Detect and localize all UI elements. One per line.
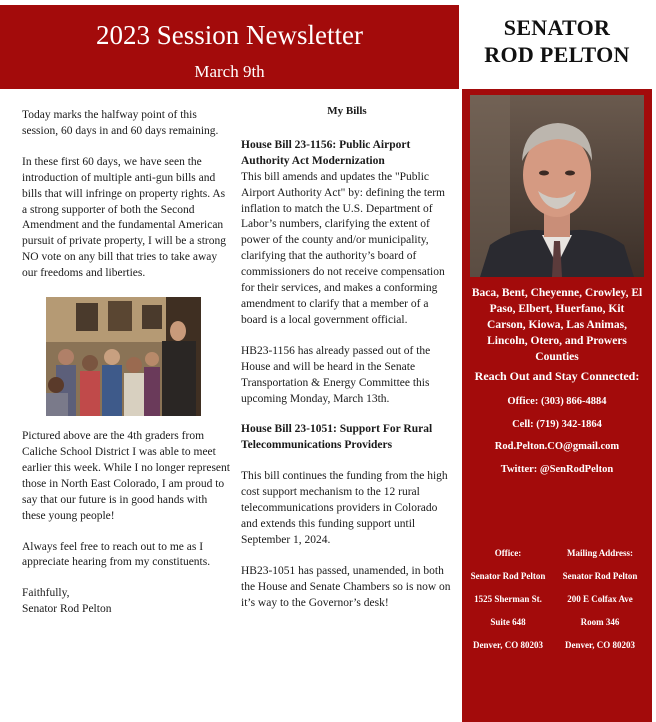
cell-phone: Cell: (719) 342-1864 <box>512 418 602 430</box>
closing: Faithfully, <box>22 587 70 600</box>
office-phone: Office: (303) 866-4884 <box>507 396 607 407</box>
office-address <box>462 542 554 657</box>
contact-info <box>466 369 648 481</box>
letter-paragraph: Always feel free to reach out to me as I appreciate hearing from my constituents. <box>22 540 211 569</box>
newsletter-banner <box>0 5 459 89</box>
bill-status: HB23-1156 has already passed out of the House and will be heard in the Senate Transportation & Energy Committee this upcoming Monday, March 13th. <box>241 344 431 405</box>
district-counties: Baca, Bent, Cheyenne, Crowley, El Paso, Elbert, Huerfano, Kit Carson, Kiowa, Las Animas, Lincoln, Otero, and Prowers Counties <box>471 287 643 363</box>
mailing-label: Mailing Address: <box>566 548 634 558</box>
mailing-street: 200 E Colfax Ave <box>567 594 633 604</box>
senator-name-heading <box>462 14 652 68</box>
senator-portrait <box>470 95 644 277</box>
bill-title: House Bill 23-1051: Support For Rural Telecommunications Providers <box>241 423 433 452</box>
contact-sidebar <box>462 89 652 722</box>
letter-column <box>22 108 230 618</box>
letter-paragraph: Pictured above are the 4th graders from Caliche School District I was able to meet earlier this week. While I no longer represent those in North East Colorado, I am proud to say that our future is in good hands with these young people! <box>22 430 230 522</box>
signature: Senator Rod Pelton <box>22 603 112 616</box>
letter-paragraph: Today marks the halfway point of this session, 60 days in and 60 days remaining. <box>22 109 219 137</box>
senator-title: SENATOR <box>503 15 611 40</box>
office-street: 1525 Sherman St. <box>474 594 542 604</box>
bill-status: HB23-1051 has passed, unamended, in both the House and Senate Chambers so is now on it’s way to the Governor’s desk! <box>241 564 451 609</box>
newsletter-title: 2023 Session Newsletter <box>96 20 363 50</box>
office-suite: Suite 648 <box>490 617 526 627</box>
office-name: Senator Rod Pelton <box>470 571 546 581</box>
office-city: Denver, CO 80203 <box>473 640 543 650</box>
bill-description: This bill amends and updates the "Public Airport Authority Act" by: defining the term inflation to match the U.S. Department of Labor’s numbers, clarifying the extent of power of the county and/or municipality, clarifying that the authority’s board of commissioners do not receive compensation for their services, and makes a conforming amendment to clarify that a member of a board is a local government official. <box>241 170 445 326</box>
bill-title: House Bill 23-1156: Public Airport Authority Act Modernization <box>241 138 411 167</box>
mailing-address <box>554 542 646 657</box>
contact-heading: Reach Out and Stay Connected: <box>474 369 640 383</box>
bills-heading: My Bills <box>327 105 367 117</box>
email-link[interactable]: Rod.Pelton.CO@gmail.com <box>494 441 620 452</box>
bill-description: This bill continues the funding from the high cost support mechanism to the 12 rural telecommunications providers in Colorado and extends this funding support until September 1, 2024. <box>241 470 448 546</box>
senator-name: ROD PELTON <box>484 42 630 67</box>
bills-column <box>241 104 453 626</box>
mailing-room: Room 346 <box>580 617 620 627</box>
office-label: Office: <box>494 548 522 558</box>
newsletter-date: March 9th <box>194 62 265 81</box>
letter-paragraph: In these first 60 days, we have seen the introduction of multiple anti-gun bills and bills that will infringe on property rights. As a strong supporter of both the Second Amendment and the fundamental American pursuit of private property, I will be a strong NO vote on any bill that tries to take away our freedoms and liberties. <box>22 155 226 280</box>
mailing-city: Denver, CO 80203 <box>565 640 635 650</box>
twitter-handle[interactable]: Twitter: @SenRodPelton <box>500 463 614 475</box>
school-visit-photo <box>46 297 201 416</box>
mailing-name: Senator Rod Pelton <box>562 571 638 581</box>
